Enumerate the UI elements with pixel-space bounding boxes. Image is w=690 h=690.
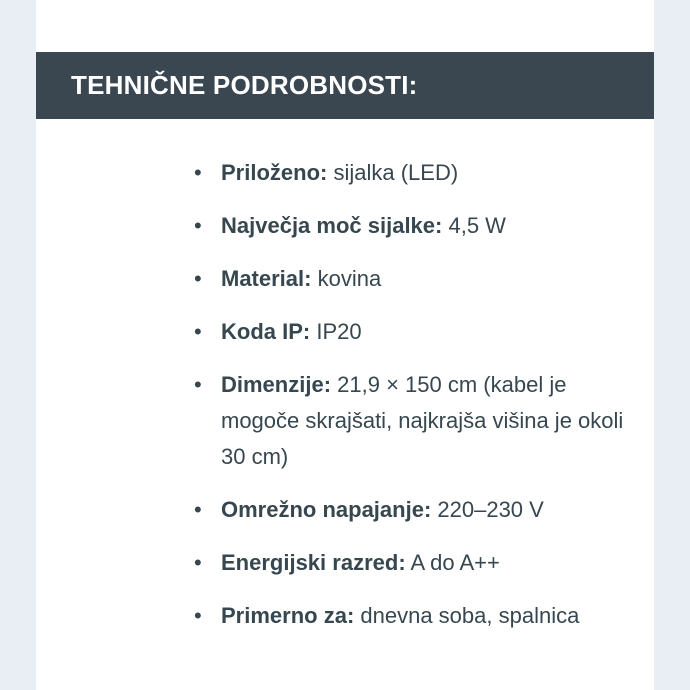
spec-value: IP20	[310, 319, 362, 344]
spec-value: 220–230 V	[431, 497, 544, 522]
spec-item-dimensions	[186, 367, 636, 475]
bullet-icon: •	[194, 372, 202, 397]
bullet-icon: •	[194, 550, 202, 575]
section-header	[36, 52, 654, 119]
spec-item-suitable-for	[186, 598, 636, 634]
spec-item-material	[186, 261, 636, 297]
spec-separator: :	[323, 372, 332, 397]
spec-label: Največja moč sijalke	[221, 213, 436, 238]
spec-label: Priloženo	[221, 160, 321, 185]
spec-separator: :	[398, 550, 406, 575]
bullet-icon: •	[194, 160, 202, 185]
product-details-panel	[36, 0, 654, 690]
spec-label: Energijski razred	[221, 550, 399, 575]
spec-item-max-power	[186, 208, 636, 244]
spec-separator: :	[302, 319, 311, 344]
spec-label: Dimenzije	[221, 372, 324, 397]
bullet-icon: •	[194, 497, 202, 522]
spec-item-energy-class	[186, 545, 636, 581]
spec-label: Koda IP	[221, 319, 303, 344]
bullet-icon: •	[194, 319, 202, 344]
technical-specs-list	[186, 155, 636, 651]
spec-separator: :	[320, 160, 328, 185]
spec-label: Primerno za	[221, 603, 347, 628]
bullet-icon: •	[194, 603, 202, 628]
spec-separator: :	[435, 213, 443, 238]
section-title: TEHNIČNE PODROBNOSTI:	[71, 70, 418, 100]
spec-value: 4,5 W	[442, 213, 506, 238]
spec-item-ip-code	[186, 314, 636, 350]
spec-item-power-supply	[186, 492, 636, 528]
bullet-icon: •	[194, 266, 202, 291]
spec-value: A do A++	[405, 550, 500, 575]
spec-separator: :	[423, 497, 432, 522]
bullet-icon: •	[194, 213, 202, 238]
spec-value: kovina	[311, 266, 382, 291]
spec-value: 21,9 × 150 cm (kabel je mogoče skrajšati, najkrajša višina je okoli 30 cm)	[221, 372, 624, 469]
spec-label: Omrežno napajanje	[221, 497, 424, 522]
spec-item-included	[186, 155, 636, 191]
spec-separator: :	[346, 603, 355, 628]
spec-label: Material	[221, 266, 305, 291]
spec-value: dnevna soba, spalnica	[354, 603, 580, 628]
spec-separator: :	[304, 266, 312, 291]
spec-value: sijalka (LED)	[327, 160, 459, 185]
